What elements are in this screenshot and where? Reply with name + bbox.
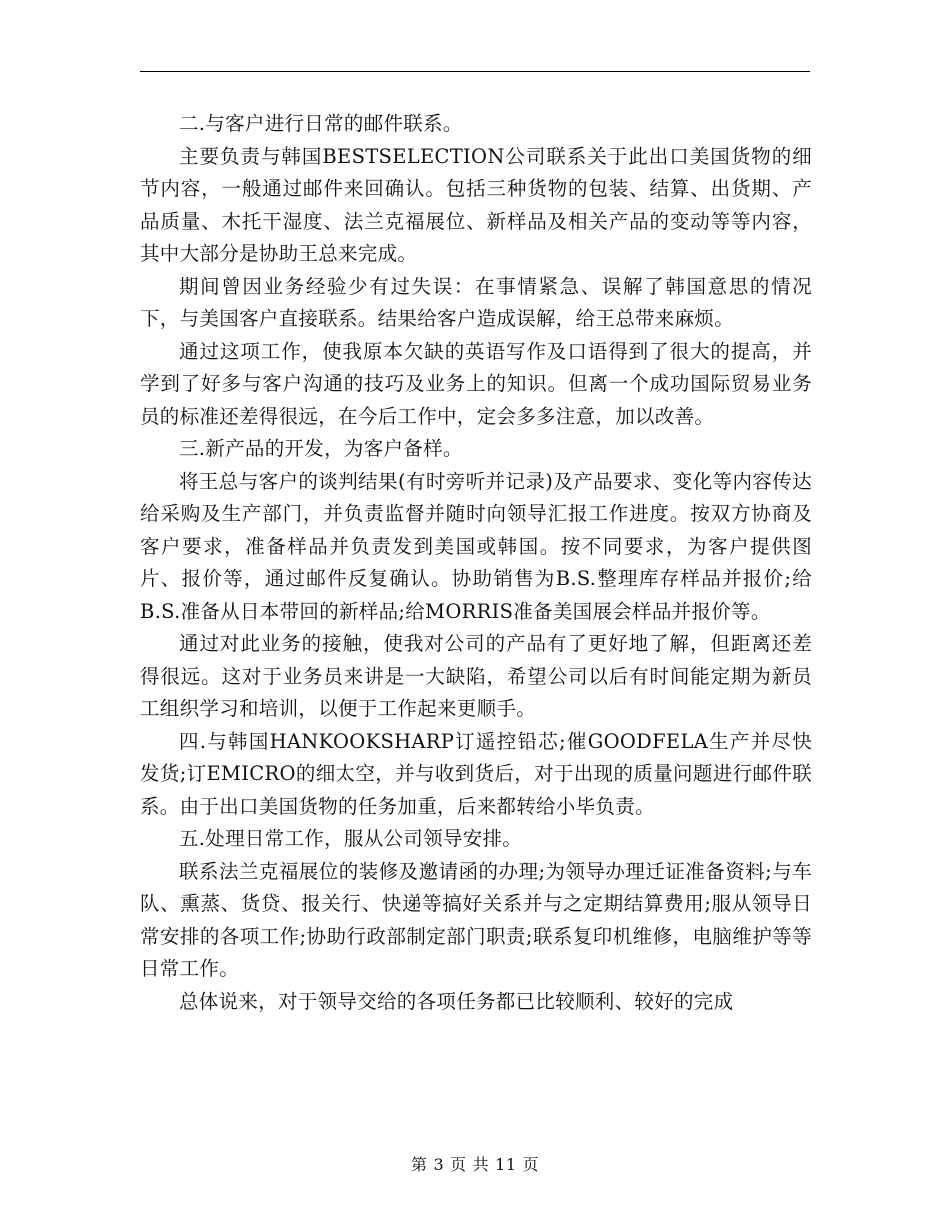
paragraph: 主要负责与韩国BESTSELECTION公司联系关于此出口美国货物的细节内容，一般通过邮件来回确认。包括三种货物的包装、结算、出货期、产品质量、木托干湿度、法兰克福展位、新样品及相关产品的变动等等内容，其中大部分是协助王总来完成。 (140, 144, 812, 265)
page-number: 3 (433, 1155, 445, 1174)
paragraph: 联系法兰克福展位的装修及邀请函的办理;为领导办理迁证准备资料;与车队、熏蒸、货贷、报关行、快递等搞好关系并与之定期结算费用;服从领导日常安排的各项工作;协助行政部制定部门职责;联系复印机维修，电脑维护等等日常工作。 (140, 859, 812, 980)
paragraph: 将王总与客户的谈判结果(有时旁听并记录)及产品要求、变化等内容传达给采购及生产部门，并负责监督并随时向领导汇报工作进度。按双方协商及客户要求，准备样品并负责发到美国或韩国。按不同要求，为客户提供图片、报价等，通过邮件反复确认。协助销售为B.S.整理库存样品并报价;给B.S.准备从日本带回的新样品;给MORRIS准备美国展会样品并报价等。 (140, 469, 812, 623)
paragraph: 通过对此业务的接触，使我对公司的产品有了更好地了解，但距离还差得很远。这对于业务员来讲是一大缺陷，希望公司以后有时间能定期为新员工组织学习和培训，以便于工作起来更顺手。 (140, 632, 812, 720)
paragraph: 二.与客户进行日常的邮件联系。 (179, 112, 463, 135)
paragraph: 三.新产品的开发，为客户备样。 (179, 437, 463, 460)
paragraph: 五.处理日常工作，服从公司领导安排。 (179, 827, 523, 850)
paragraph: 期间曾因业务经验少有过失误：在事情紧急、误解了韩国意思的情况下，与美国客户直接联系。结果给客户造成误解，给王总带来麻烦。 (140, 274, 812, 330)
footer-ye: 页 (450, 1155, 467, 1174)
page-total: 11 (495, 1155, 517, 1174)
page-footer (0, 1152, 950, 1175)
paragraph: 通过这项工作，使我原本欠缺的英语写作及口语得到了很大的提高，并学到了好多与客户沟通的技巧及业务上的知识。但离一个成功国际贸易业务员的标准还差得很远，在今后工作中，定会多多注意，加以改善。 (140, 339, 812, 428)
footer-ye: 页 (522, 1155, 540, 1174)
footer-di: 第 (410, 1155, 428, 1174)
footer-gong: 共 (472, 1155, 490, 1174)
paragraph: 总体说来，对于领导交给的各项任务都已比较顺利、较好的完成 (179, 989, 734, 1013)
paragraph: 四.与韩国HANKOOKSHARP订遥控铅芯;催GOODFELA生产并尽快发货;订EMICRO的细太空，并与收到货后，对于出现的质量问题进行邮件联系。由于出口美国货物的任务加重，后来都转给小毕负责。 (140, 729, 812, 818)
body-text (140, 108, 812, 1018)
header-rule (140, 71, 810, 72)
